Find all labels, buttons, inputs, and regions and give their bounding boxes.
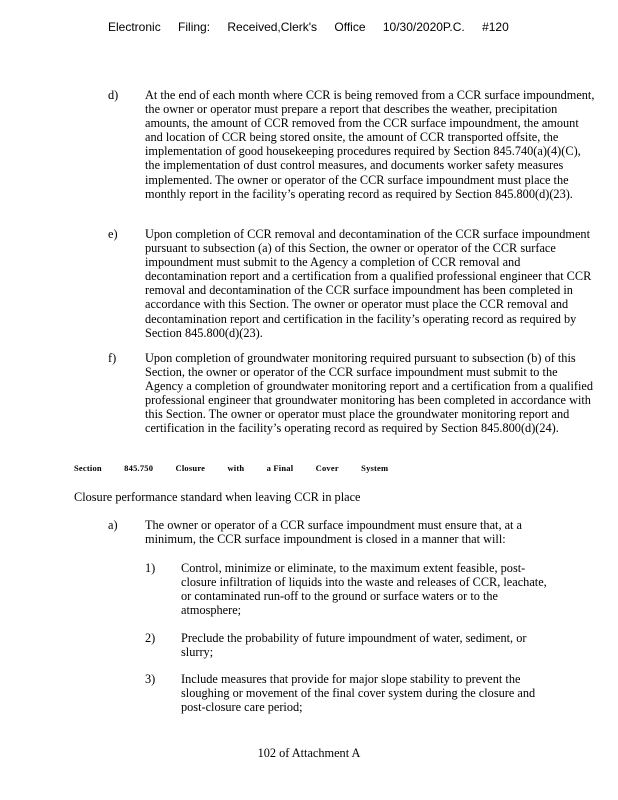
subitem-3-text: Include measures that provide for major slope stability to prevent the sloughing or movement of the final cover system during the closure and post-closure care period; xyxy=(181,672,536,715)
paragraph-d-label: d) xyxy=(108,88,119,102)
section-number-label: Section xyxy=(74,463,102,473)
paragraph-e-text: Upon completion of CCR removal and decontamination of the CCR surface impoundment pursuant to subsection (a) of this Section, the owner or operator of the CCR surface impoundment must submit to the Agency a completion of CCR removal and decontamination report and a certification from a qualified professional engineer that CCR removal and decontamination of the CCR surface impoundment has been completed in accordance with this Section. The owner or operator must place the CCR removal and decontamination report and certification in the facility’s operating record as required by Section 845.800(d)(23). xyxy=(145,227,592,340)
page-footer: 102 of Attachment A xyxy=(257,746,361,760)
header-part-4: Office xyxy=(334,20,366,34)
section-title-word-1: Closure xyxy=(175,463,206,473)
filing-stamp-header xyxy=(108,20,523,34)
paragraph-d-text: At the end of each month where CCR is being removed from a CCR surface impoundment, the owner or operator must prepare a report that describes the weather, precipitation amounts, the amount of CCR removed from the CCR surface impoundment, the amount and location of CCR being stored onsite, the amount of CCR transported offsite, the implementation of good housekeeping procedures required by Section 845.740(a)(4)(C), the implementation of dust control measures, and documents worker safety measures implemented. The owner or operator of the CCR surface impoundment must place the monthly report in the facility’s operating record as required by Section 845.800(d)(23). xyxy=(145,88,595,201)
header-part-5: 10/30/2020P.C. xyxy=(382,20,465,34)
header-part-3: Received,Clerk's xyxy=(227,20,318,34)
section-intro: Closure performance standard when leaving CCR in place xyxy=(74,490,361,504)
section-title-word-4: Cover xyxy=(315,463,339,473)
paragraph-f-label: f) xyxy=(108,351,117,365)
subitem-2-label: 2) xyxy=(145,631,156,645)
subitem-1-label: 1) xyxy=(145,561,156,575)
subitem-2-text: Preclude the probability of future impoundment of water, sediment, or slurry; xyxy=(181,631,527,660)
section-heading xyxy=(74,463,408,473)
subsection-a-label: a) xyxy=(108,518,118,532)
subitem-1-text: Control, minimize or eliminate, to the maximum extent feasible, post-closure infiltration of liquids into the waste and releases of CCR, leachate, or contaminated run-off to the ground or surface waters or to the atmosphere; xyxy=(181,561,547,618)
subitem-3-label: 3) xyxy=(145,672,156,686)
header-part-6: #120 xyxy=(482,20,509,34)
paragraph-e-label: e) xyxy=(108,227,118,241)
header-part-1: Electronic xyxy=(108,20,161,34)
section-title-word-2: with xyxy=(227,463,245,473)
paragraph-f-text: Upon completion of groundwater monitoring required pursuant to subsection (b) of this Section, the owner or operator of the CCR surface impoundment must submit to the Agency a completion of groundwater monitoring report and a certification from a qualified professional engineer that groundwater monitoring has been completed in accordance with this Section. The owner or operator must place the groundwater monitoring report and certification in the facility’s operating record as required by Section 845.800(d)(24). xyxy=(145,351,593,436)
section-title-word-5: System xyxy=(361,463,389,473)
header-part-2: Filing: xyxy=(178,20,211,34)
subsection-a-text: The owner or operator of a CCR surface impoundment must ensure that, at a minimum, the CCR surface impoundment is closed in a manner that will: xyxy=(145,518,522,547)
section-number: 845.750 xyxy=(124,463,154,473)
section-title-word-3: a Final xyxy=(266,463,294,473)
